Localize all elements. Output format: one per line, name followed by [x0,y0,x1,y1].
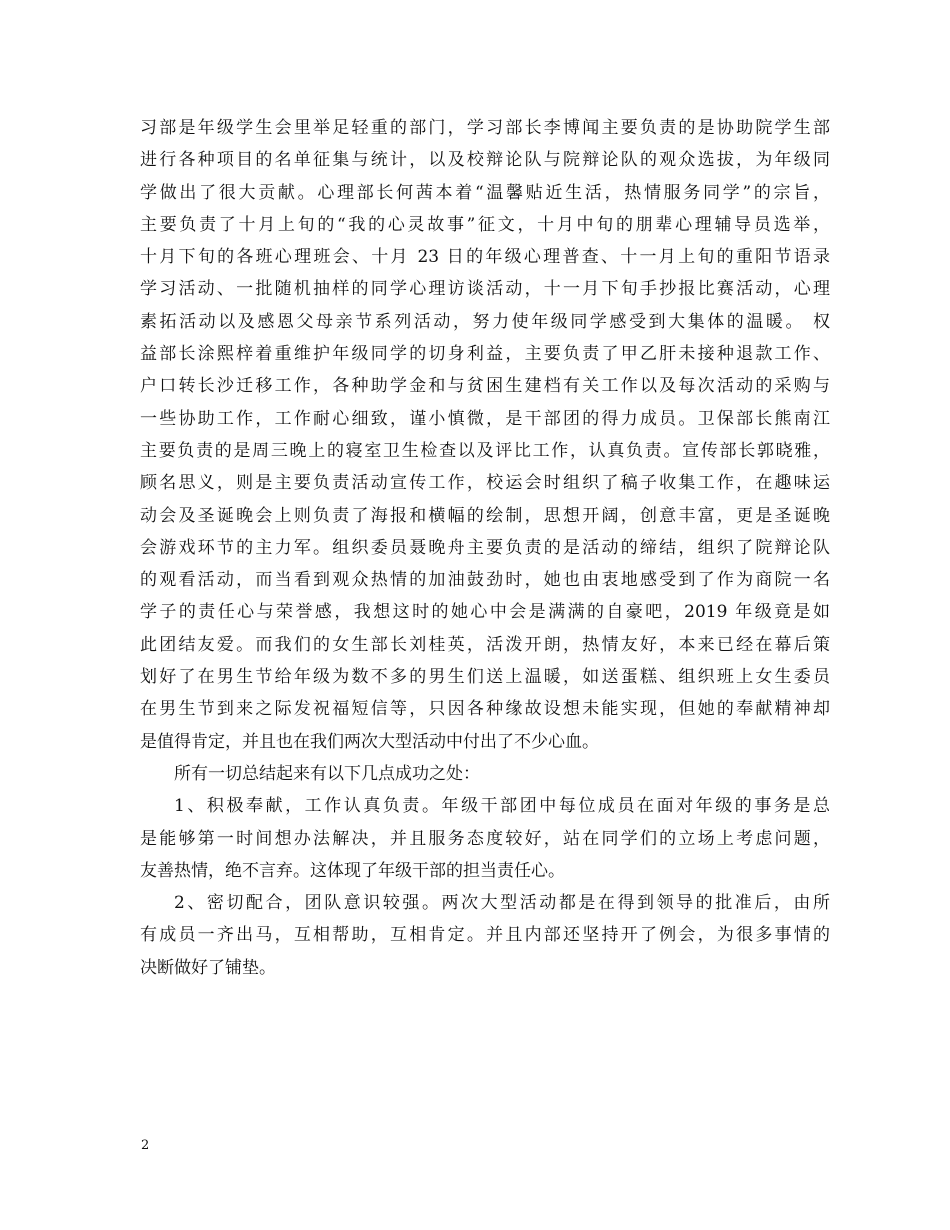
text-line: 主要负责了十月上旬的“我的心灵故事”征文，十月中旬的朋辈心理辅导员选举， [140,214,830,235]
text-line: 户口转长沙迁移工作，各种助学金和与贫困生建档有关工作以及每次活动的采购与 [140,376,830,397]
list-item-1-line: 1、积极奉献，工作认真负责。年级干部团中每位成员在面对年级的事务是总 [174,796,830,817]
text-line: 学习活动、一批随机抽样的同学心理访谈活动，十一月下旬手抄报比赛活动，心理 [140,279,830,300]
text-line: 此团结友爱。而我们的女生部长刘桂英，活泼开朗，热情友好，本来已经在幕后策 [140,634,830,655]
text-line: 友善热情，绝不言弃。这体现了年级干部的担当责任心。 [140,860,565,881]
text-line: 习部是年级学生会里举足轻重的部门，学习部长李博闻主要负责的是协助院学生部 [140,118,830,138]
text-line: 一些协助工作，工作耐心细致，谨小慎微，是干部团的得力成员。卫保部长熊南江 [140,408,830,429]
text-line: 划好了在男生节给年级为数不多的男生们送上温暖，如送蛋糕、组织班上女生委员 [140,667,830,688]
text-line: 顾名思义，则是主要负责活动宣传工作，校运会时组织了稿子收集工作，在趣味运 [140,473,830,494]
text-line: 在男生节到来之际发祝福短信等，只因各种缘故设想未能实现，但她的奉献精神却 [140,699,830,720]
text-line: 素拓活动以及感恩父母亲节系列活动，努力使年级同学感受到大集体的温暖。 权 [140,311,830,332]
text-line: 会游戏环节的主力军。组织委员聂晚舟主要负责的是活动的缔结，组织了院辩论队 [140,537,830,558]
text-line: 是能够第一时间想办法解决，并且服务态度较好，站在同学们的立场上考虑问题， [140,828,830,849]
body-text [140,112,830,984]
text-line: 学子的责任心与荣誉感，我想这时的她心中会是满满的自豪吧，2019 年级竟是如 [140,602,830,623]
text-line: 是值得肯定，并且也在我们两次大型活动中付出了不少心血。 [140,731,599,752]
list-item-2-line: 2、密切配合，团队意识较强。两次大型活动都是在得到领导的批准后，由所 [174,893,830,914]
text-line: 动会及圣诞晚会上则负责了海报和横幅的绘制，思想开阔，创意丰富，更是圣诞晚 [140,505,830,526]
paragraph-lead-line: 所有一切总结起来有以下几点成功之处： [174,763,480,784]
text-line: 十月下旬的各班心理班会、十月 23 日的年级心理普查、十一月上旬的重阳节语录 [140,247,830,268]
text-line: 进行各种项目的名单征集与统计，以及校辩论队与院辩论队的观众选拔，为年级同 [140,150,830,171]
page-number: 2 [141,1138,150,1153]
text-line: 的观看活动，而当看到观众热情的加油鼓劲时，她也由衷地感受到了作为商院一名 [140,570,830,591]
text-line: 主要负责的是周三晚上的寝室卫生检查以及评比工作，认真负责。宣传部长郭晓雅， [140,440,830,461]
text-line: 学做出了很大贡献。心理部长何茜本着“温馨贴近生活，热情服务同学”的宗旨， [140,182,830,203]
text-line: 有成员一齐出马，互相帮助，互相肯定。并且内部还坚持开了例会，为很多事情的 [140,925,830,946]
text-line: 益部长涂熙梓着重维护年级同学的切身利益，主要负责了甲乙肝未接种退款工作、 [140,344,830,365]
text-line: 决断做好了铺垫。 [140,957,276,978]
